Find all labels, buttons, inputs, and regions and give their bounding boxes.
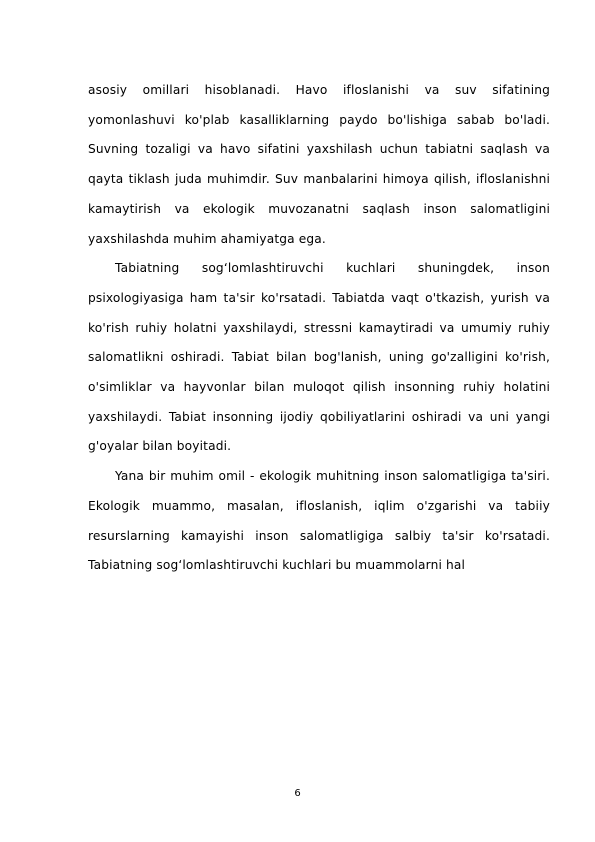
paragraph-continuation: asosiy omillari hisoblanadi. Havo ifloslanishi va suv sifatining yomonlashuvi ko'plab kasalliklarning paydo bo'lishiga sabab bo'ladi. Suvning tozaligi va havo sifatini yaxshilash uchun tabiatni saqlash va qayta tiklash juda muhimdir. Suv manbalarini himoya qilish, ifloslanishni kamaytirish va ekologik muvozanatni saqlash inson salomatligini yaxshilashda muhim ahamiyatga ega. — [88, 83, 550, 246]
page-body — [88, 76, 550, 581]
paragraph-ecology: Yana bir muhim omil - ekologik muhitning inson salomatligiga ta'siri. Ekologik muammo, masalan, ifloslanish, iqlim o'zgarishi va tabiiy resurslarning kamayishi inson salomatligiga salbiy ta'sir ko'rsatadi. Tabiatning sog‘lomlashtiruvchi kuchlari bu muammolarni hal — [88, 469, 550, 573]
paragraph-psychology: Tabiatning sog‘lomlashtiruvchi kuchlari shuningdek, inson psixologiyasiga ham ta'sir ko'rsatadi. Tabiatda vaqt o'tkazish, yurish va ko'rish ruhiy holatni yaxshilaydi, stressni kamaytiradi va umumiy ruhiy salomatlikni oshiradi. Tabiat bilan bog'lanish, uning go'zalligini ko'rish, o'simliklar va hayvonlar bilan muloqot qilish insonning ruhiy holatini yaxshilaydi. Tabiat insonning ijodiy qobiliyatlarini oshiradi va uni yangi g'oyalar bilan boyitadi. — [88, 261, 550, 454]
page-number: 6 — [294, 788, 301, 799]
